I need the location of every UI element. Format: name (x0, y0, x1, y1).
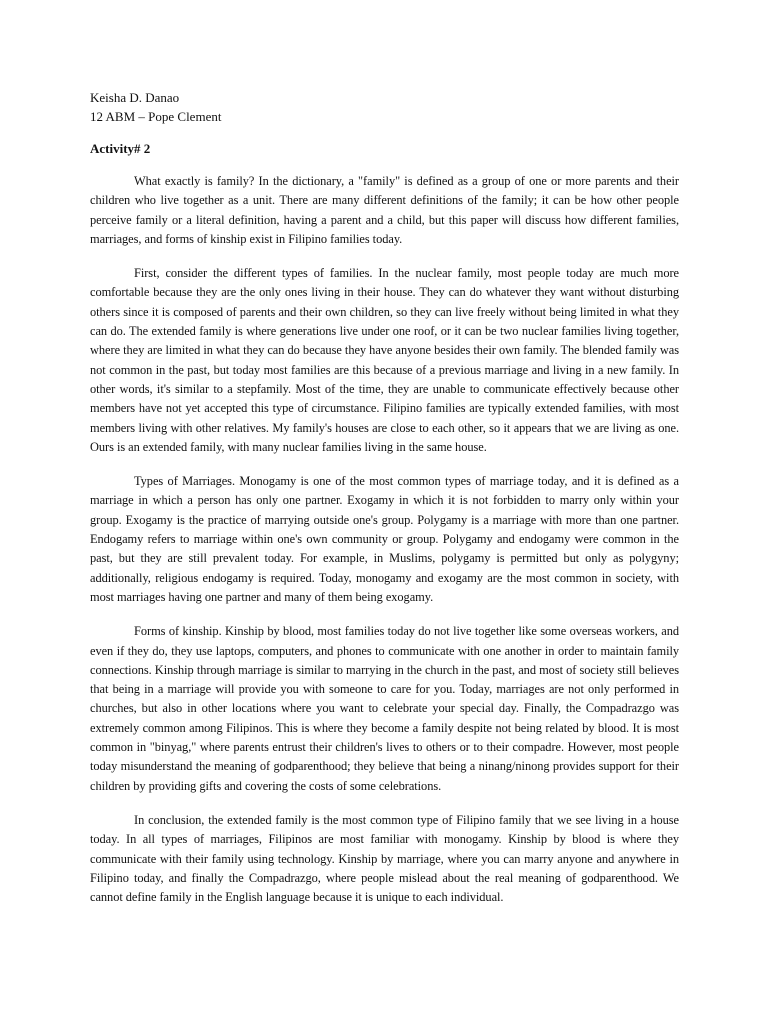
paragraph-conclusion: In conclusion, the extended family is the most common type of Filipino family that we see living in a house today. In all types of marriages, Filipinos are most familiar with monogamy. Kinship by blood is where they communicate with their family using technology. Kinship by marriage, where you can marry anyone and anywhere in Filipino today, and finally the Compadrazgo, where people mislead about the real meaning of godparenthood. We cannot define family in the English language because it is unique to each individual. (90, 812, 679, 905)
paragraph-intro: What exactly is family? In the dictionary, a "family" is defined as a group of one or more parents and their children who live together as a unit. There are many different definitions of the family; it can be how other people perceive family or a literal definition, having a parent and a child, but this paper will discuss how different families, marriages, and forms of kinship exist in Filipino families today. (90, 174, 679, 246)
author-name: Keisha D. Danao (90, 90, 180, 105)
document-page (90, 88, 679, 922)
author-section: 12 ABM – Pope Clement (90, 109, 222, 124)
paragraph-family-types: First, consider the different types of families. In the nuclear family, most people today are much more comfortable because they are the only ones living in their house. They can do whatever they want without disturbing others since it is composed of parents and their own children, so they can live freely without being limited in what they can do. The extended family is where generations live under one roof, or it can be two nuclear families living together, where they are limited in what they can do because they have anyone besides their own family. The blended family was not common in the past, but today most families are this because of a previous marriage and living in a new family. In other words, it's similar to a stepfamily. Most of the time, they are unable to communicate effectively because other members have not yet accepted this type of circumstance. Filipino families are typically extended families, with most members living with other relatives. My family's houses are close to each other, so it appears that we are living as one. Ours is an extended family, with many nuclear families living in the same house. (90, 266, 679, 454)
paragraph-kinship: Forms of kinship. Kinship by blood, most families today do not live together like some overseas workers, and even if they do, they use laptops, computers, and phones to communicate with one another in order to maintain family connections. Kinship through marriage is similar to marrying in the church in the past, and most of society still believes that being in a marriage will provide you with someone to care for you. Today, marriages are not only performed in churches, but also in other locations where you want to celebrate your special day. Finally, the Compadrazgo was extremely common among Filipinos. This is where they become a family despite not being related by blood. It is most common in "binyag," where parents entrust their children's lives to others or to their compadre. However, most people today misunderstand the meaning of godparenthood; they believe that being a ninang/ninong provides support for their children by providing gifts and covering the costs of some celebrations. (90, 624, 679, 793)
document-title: Activity# 2 (90, 141, 151, 156)
paragraph-marriage-types: Types of Marriages. Monogamy is one of the most common types of marriage today, and it is defined as a marriage in which a person has only one partner. Exogamy in which it is not forbidden to marry only within your group. Exogamy is the practice of marrying outside one's group. Polygamy is a marriage with more than one partner. Endogamy refers to marriage within one's own community or group. Polygamy and endogamy were common in the past, but they are still prevalent today. For example, in Muslims, polygamy is permitted but only as polygyny; additionally, religious endogamy is required. Today, monogamy and exogamy are the most common in society, with most marriages having one partner and many of them being exogamy. (90, 474, 679, 604)
